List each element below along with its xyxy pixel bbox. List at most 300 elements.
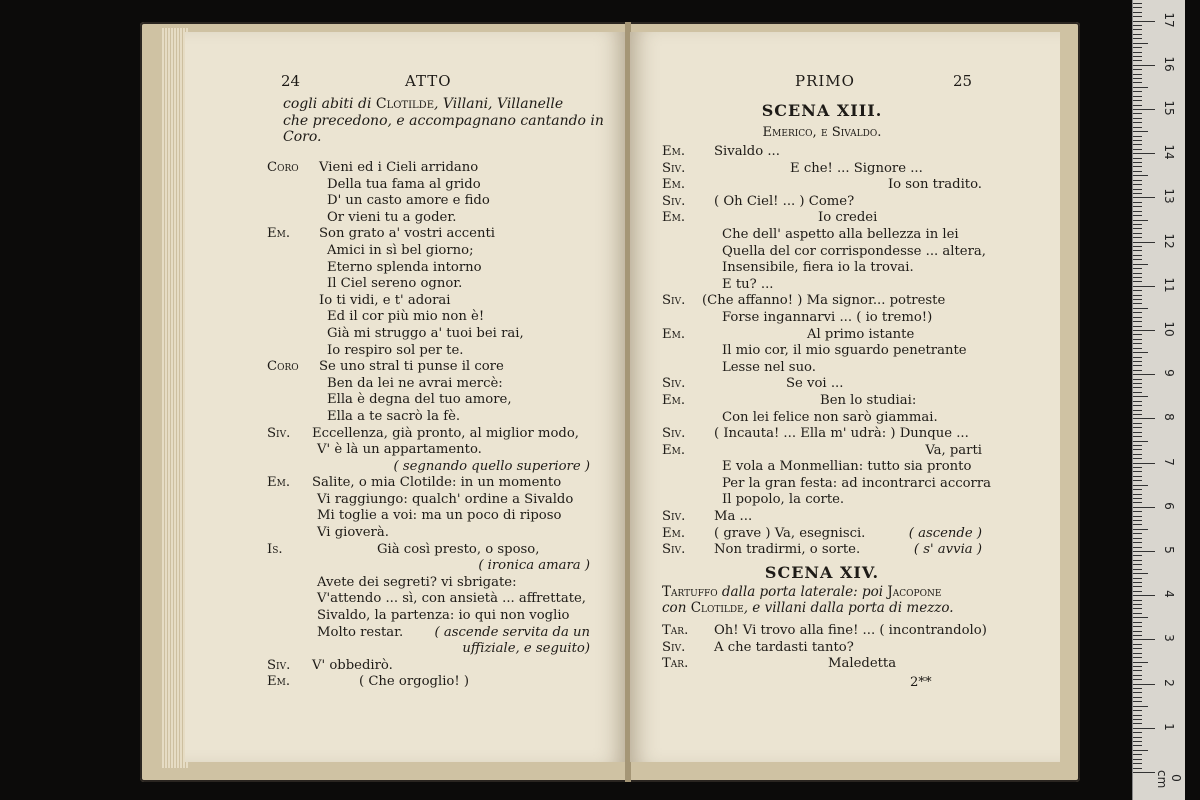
ruler-number: 16 bbox=[1162, 56, 1176, 72]
line-text: Vi raggiungo: qualch' ordine a Sivaldo bbox=[317, 491, 574, 507]
ruler-tick bbox=[1133, 52, 1142, 53]
ruler-tick bbox=[1133, 737, 1142, 738]
line-text: Vieni ed i Cieli arridano bbox=[319, 160, 479, 175]
verse-line bbox=[662, 509, 982, 526]
ruler-number: 5 bbox=[1162, 546, 1176, 554]
ruler-tick bbox=[1133, 728, 1155, 729]
verse-line bbox=[662, 376, 982, 393]
verse-line bbox=[662, 393, 982, 410]
speaker-label: Em. bbox=[662, 525, 686, 541]
ruler-tick bbox=[1133, 273, 1142, 274]
ruler-tick bbox=[1133, 396, 1148, 397]
speaker-label: Em. bbox=[267, 475, 291, 491]
ruler-tick bbox=[1133, 343, 1142, 344]
speaker-label: Em. bbox=[662, 210, 686, 226]
stage-note: ( ironica amara ) bbox=[478, 558, 590, 574]
ruler-number: 9 bbox=[1162, 369, 1176, 377]
line-text: Molto restar. bbox=[317, 624, 404, 640]
line-text: Amici in sì bel giorno; bbox=[327, 242, 474, 258]
scene-14-direction bbox=[662, 584, 982, 617]
scene-direction-line-part: Jacopone bbox=[887, 583, 942, 600]
ruler-tick bbox=[1133, 750, 1148, 751]
ruler-tick bbox=[1133, 414, 1142, 415]
stage-note: uffiziale, e seguito) bbox=[462, 641, 590, 657]
verse-line bbox=[267, 558, 590, 575]
ruler-tick bbox=[1133, 498, 1142, 499]
ruler-tick bbox=[1133, 175, 1148, 176]
verse-line bbox=[662, 623, 987, 640]
ruler-tick bbox=[1133, 317, 1142, 318]
ruler-tick bbox=[1133, 476, 1142, 477]
ruler-tick bbox=[1133, 197, 1155, 198]
ruler-tick bbox=[1133, 489, 1142, 490]
line-text: Al primo istante bbox=[807, 326, 915, 342]
ruler-tick bbox=[1133, 228, 1142, 229]
ruler-tick bbox=[1133, 374, 1155, 375]
ruler-tick bbox=[1133, 215, 1142, 216]
ruler-tick bbox=[1133, 392, 1142, 393]
ruler-tick bbox=[1133, 688, 1142, 689]
ruler-tick bbox=[1133, 715, 1142, 716]
ruler-tick bbox=[1133, 666, 1142, 667]
ruler-tick bbox=[1133, 494, 1142, 495]
ruler-tick bbox=[1133, 768, 1142, 769]
speaker-label: Em. bbox=[267, 674, 291, 690]
verse-line bbox=[662, 227, 982, 244]
scene-13 bbox=[662, 100, 992, 690]
ruler-tick bbox=[1133, 608, 1142, 609]
ruler-number: 14 bbox=[1162, 144, 1176, 160]
ruler-tick bbox=[1133, 635, 1142, 636]
line-text: Forse ingannarvi ... ( io tremo!) bbox=[722, 309, 933, 325]
ruler-tick bbox=[1133, 16, 1142, 17]
verse-line bbox=[267, 426, 590, 443]
ruler-tick bbox=[1133, 538, 1142, 539]
ruler-tick bbox=[1133, 631, 1142, 632]
ruler-tick bbox=[1133, 206, 1142, 207]
ruler-tick bbox=[1133, 7, 1142, 8]
ruler-tick bbox=[1133, 502, 1142, 503]
stage-note: ( s' avvia ) bbox=[913, 542, 982, 558]
verse-line bbox=[662, 194, 982, 211]
ruler-tick bbox=[1133, 242, 1155, 243]
scene-direction-line bbox=[662, 600, 982, 617]
ruler-tick bbox=[1133, 551, 1155, 552]
ruler-tick bbox=[1133, 441, 1148, 442]
ruler-tick bbox=[1133, 281, 1142, 282]
verse-line bbox=[267, 475, 590, 492]
ruler-tick bbox=[1133, 706, 1148, 707]
ruler-tick bbox=[1133, 383, 1142, 384]
stage-note: ( ascende servita da un bbox=[434, 624, 590, 640]
ruler-number: 6 bbox=[1162, 501, 1176, 510]
left-running-head: ATTO bbox=[405, 72, 452, 90]
ruler-tick bbox=[1133, 533, 1142, 534]
left-page bbox=[185, 32, 625, 762]
ruler-tick bbox=[1133, 639, 1155, 640]
line-text: Già mi struggo a' tuoi bei rai, bbox=[327, 325, 524, 341]
ruler-tick bbox=[1133, 485, 1148, 486]
ruler-tick bbox=[1133, 679, 1142, 680]
scene-direction-line-part: , e villani dalla porta di mezzo. bbox=[743, 600, 954, 617]
ruler-tick bbox=[1133, 268, 1142, 269]
ruler-tick bbox=[1133, 290, 1142, 291]
ruler-tick bbox=[1133, 224, 1142, 225]
speaker-label: Is. bbox=[267, 541, 283, 557]
line-text: A che tardasti tanto? bbox=[714, 639, 854, 655]
ruler-tick bbox=[1133, 65, 1155, 66]
line-text: ( Oh Ciel! ... ) Come? bbox=[714, 193, 855, 209]
ruler-tick bbox=[1133, 560, 1142, 561]
verse-line bbox=[662, 144, 982, 161]
line-text: ( Incauta! ... Ella m' udrà: ) Dunque ... bbox=[714, 426, 969, 442]
ruler-number: 11 bbox=[1162, 277, 1176, 293]
verse-line bbox=[662, 492, 982, 509]
speaker-label: Coro bbox=[267, 160, 299, 175]
stage-direction-line bbox=[283, 113, 603, 130]
verse-line bbox=[662, 443, 982, 460]
verse-line bbox=[267, 459, 590, 476]
ruler-tick bbox=[1133, 60, 1142, 61]
ruler-tick bbox=[1133, 520, 1142, 521]
speaker-label: Em. bbox=[662, 177, 686, 193]
ruler-number: 0 cm bbox=[1155, 770, 1183, 789]
ruler-tick bbox=[1133, 171, 1142, 172]
line-text: Son grato a' vostri accenti bbox=[319, 226, 495, 242]
ruler-tick bbox=[1133, 405, 1142, 406]
ruler-tick bbox=[1133, 719, 1142, 720]
stage-note: ( ascende ) bbox=[908, 525, 982, 541]
speaker-label: Em. bbox=[662, 144, 686, 159]
ruler-tick bbox=[1133, 772, 1155, 773]
verse-line bbox=[662, 526, 982, 543]
ruler-tick bbox=[1133, 43, 1148, 44]
verse-line bbox=[662, 210, 982, 227]
speaker-label: Em. bbox=[662, 326, 686, 342]
ruler-tick bbox=[1133, 69, 1142, 70]
line-text: Io respiro sol per te. bbox=[327, 342, 464, 358]
scene-direction-line bbox=[662, 584, 982, 601]
ruler-number: 4 bbox=[1162, 590, 1176, 598]
speaker-label: Siv. bbox=[267, 657, 291, 673]
verse-line bbox=[267, 575, 590, 592]
ruler-tick bbox=[1133, 109, 1155, 110]
ruler-tick bbox=[1133, 105, 1142, 106]
ruler-tick bbox=[1133, 220, 1148, 221]
ruler-tick bbox=[1133, 211, 1142, 212]
line-text: Sivaldo, la partenza: io qui non voglio bbox=[317, 608, 570, 624]
ruler-number: 13 bbox=[1162, 188, 1176, 205]
ruler-tick bbox=[1133, 445, 1142, 446]
stage-direction-line bbox=[283, 96, 603, 113]
ruler-tick bbox=[1133, 471, 1142, 472]
speaker-label: Tar. bbox=[662, 623, 689, 639]
line-text: Io son tradito. bbox=[887, 177, 982, 193]
ruler-tick bbox=[1133, 312, 1142, 313]
ruler-tick bbox=[1133, 555, 1142, 556]
verse-line bbox=[267, 542, 590, 559]
ruler-tick bbox=[1133, 348, 1142, 349]
speaker-label: Siv. bbox=[267, 425, 291, 441]
ruler-tick bbox=[1133, 723, 1142, 724]
verse-line bbox=[662, 459, 982, 476]
verse-line bbox=[662, 327, 982, 344]
ruler-tick bbox=[1133, 542, 1142, 543]
line-text: E tu? ... bbox=[722, 276, 774, 292]
verse-line bbox=[267, 160, 590, 177]
ruler-tick bbox=[1133, 578, 1142, 579]
verse-line bbox=[267, 243, 590, 260]
ruler-tick bbox=[1133, 118, 1142, 119]
right-page-number: 25 bbox=[953, 72, 973, 90]
ruler-tick bbox=[1133, 754, 1142, 755]
ruler-tick bbox=[1133, 127, 1142, 128]
ruler-tick bbox=[1133, 352, 1148, 353]
ruler-tick bbox=[1133, 91, 1142, 92]
line-text: Eterno splenda intorno bbox=[327, 259, 482, 275]
line-text: Quella del cor corrispondesse ... altera, bbox=[722, 243, 986, 259]
ruler-number: 12 bbox=[1162, 232, 1176, 249]
ruler-tick bbox=[1133, 741, 1142, 742]
verse-line bbox=[267, 376, 590, 393]
ruler-tick bbox=[1133, 410, 1142, 411]
line-text: (Che affanno! ) Ma signor... potreste bbox=[702, 293, 946, 309]
ruler-tick bbox=[1133, 701, 1142, 702]
ruler-tick bbox=[1133, 96, 1142, 97]
line-text: Io credei bbox=[818, 210, 878, 226]
ruler-tick bbox=[1133, 237, 1142, 238]
line-text: Il mio cor, il mio sguardo penetrante bbox=[722, 343, 967, 359]
ruler-tick bbox=[1133, 586, 1142, 587]
left-stage-direction bbox=[283, 96, 603, 146]
line-text: Insensibile, fiera io la trovai. bbox=[722, 260, 914, 276]
line-text: Con lei felice non sarò giammai. bbox=[722, 409, 938, 425]
ruler-tick bbox=[1133, 745, 1142, 746]
verse-line bbox=[662, 277, 982, 294]
ruler-tick bbox=[1133, 299, 1142, 300]
stage-note: ( segnando quello superiore ) bbox=[393, 458, 590, 474]
verse-line bbox=[662, 310, 982, 327]
measuring-ruler bbox=[1132, 0, 1185, 800]
ruler-number: 3 bbox=[1162, 634, 1176, 643]
speaker-label: Siv. bbox=[662, 542, 686, 558]
scene-direction-line-part: dalla porta laterale: poi bbox=[717, 583, 888, 600]
ruler-tick bbox=[1133, 759, 1142, 760]
ruler-tick bbox=[1133, 582, 1142, 583]
speaker-label: Em. bbox=[267, 226, 291, 242]
ruler-tick bbox=[1133, 524, 1142, 525]
verse-line bbox=[662, 410, 982, 427]
line-text: Avete dei segreti? vi sbrigate: bbox=[317, 574, 517, 590]
speaker-label: Tar. bbox=[662, 656, 689, 672]
ruler-tick bbox=[1133, 74, 1142, 75]
line-text: Il Ciel sereno ognor. bbox=[327, 276, 463, 292]
signature-mark: 2** bbox=[910, 674, 932, 690]
ruler-tick bbox=[1133, 3, 1142, 4]
verse-line bbox=[267, 608, 590, 625]
verse-line bbox=[267, 658, 590, 675]
verse-line bbox=[267, 276, 590, 293]
speaker-label: Siv. bbox=[662, 193, 686, 209]
line-text: ( grave ) Va, esegnisci. bbox=[714, 525, 866, 541]
speaker-label: Coro bbox=[267, 359, 299, 375]
ruler-tick bbox=[1133, 516, 1142, 517]
verse-line bbox=[267, 226, 590, 243]
scene-13-dialogue bbox=[662, 144, 992, 559]
line-text: Il popolo, la corte. bbox=[722, 492, 845, 508]
stage-direction-line-part: , bbox=[434, 96, 443, 112]
scene-14-heading: SCENA XIV. bbox=[764, 562, 880, 582]
ruler-number: 17 bbox=[1162, 11, 1176, 28]
line-text: Oh! Vi trovo alla fine! ... ( incontrandolo) bbox=[714, 623, 987, 639]
ruler-tick bbox=[1133, 140, 1142, 141]
ruler-tick bbox=[1133, 657, 1142, 658]
line-text: Ed il cor più mio non è! bbox=[327, 309, 485, 325]
verse-line bbox=[662, 177, 982, 194]
verse-line bbox=[662, 475, 992, 493]
ruler-tick bbox=[1133, 365, 1142, 366]
speaker-label: Siv. bbox=[662, 293, 686, 309]
ruler-tick bbox=[1133, 613, 1142, 614]
stage-direction-line-part: cogli abiti di bbox=[283, 96, 376, 112]
ruler-tick bbox=[1133, 648, 1142, 649]
ruler-tick bbox=[1133, 622, 1142, 623]
ruler-tick bbox=[1133, 286, 1155, 287]
scene-direction-line-part: Tartuffo bbox=[662, 583, 718, 600]
verse-line bbox=[267, 260, 590, 277]
speaker-label: Siv. bbox=[662, 426, 686, 442]
line-text: Va, parti bbox=[925, 442, 982, 458]
line-text: E vola a Monmellian: tutto sia pronto bbox=[722, 459, 972, 475]
verse-line bbox=[662, 640, 982, 657]
verse-line bbox=[662, 426, 982, 443]
verse-line bbox=[267, 359, 590, 376]
scene-13-heading: SCENA XIII. bbox=[761, 101, 883, 120]
ruler-tick bbox=[1133, 662, 1148, 663]
ruler-tick bbox=[1133, 436, 1142, 437]
speaker-label: Siv. bbox=[662, 639, 686, 655]
ruler-tick bbox=[1133, 330, 1155, 331]
speaker-label: Siv. bbox=[662, 376, 686, 392]
ruler-tick bbox=[1133, 25, 1142, 26]
ruler-tick bbox=[1133, 153, 1155, 154]
right-page bbox=[630, 32, 1060, 762]
line-text: Vi gioverà. bbox=[317, 525, 389, 541]
ruler-tick bbox=[1133, 675, 1142, 676]
ruler-tick bbox=[1133, 370, 1142, 371]
ruler-tick bbox=[1133, 233, 1142, 234]
ruler-tick bbox=[1133, 763, 1142, 764]
ruler-tick bbox=[1133, 122, 1142, 123]
line-text: Ben da lei ne avrai mercè: bbox=[327, 375, 503, 391]
verse-line bbox=[662, 293, 982, 310]
right-running-head: PRIMO bbox=[795, 72, 855, 90]
ruler-number: 8 bbox=[1162, 413, 1176, 422]
line-text: Salite, o mia Clotilde: in un momento bbox=[312, 475, 562, 491]
ruler-number: 15 bbox=[1162, 100, 1176, 116]
verse-line bbox=[267, 525, 590, 542]
ruler-number: 2 bbox=[1162, 678, 1176, 687]
line-text: Maledetta bbox=[828, 656, 897, 672]
stage-direction-line bbox=[283, 129, 603, 146]
ruler-tick bbox=[1133, 180, 1142, 181]
ruler-tick bbox=[1133, 149, 1142, 150]
verse-line bbox=[267, 409, 590, 426]
verse-line bbox=[267, 641, 590, 658]
verse-line bbox=[267, 492, 590, 509]
verse-line bbox=[662, 542, 982, 559]
ruler-tick bbox=[1133, 644, 1142, 645]
line-text: Io ti vidi, e t' adorai bbox=[319, 292, 451, 308]
ruler-tick bbox=[1133, 692, 1142, 693]
ruler-tick bbox=[1133, 136, 1142, 137]
ruler-tick bbox=[1133, 78, 1142, 79]
ruler-tick bbox=[1133, 82, 1142, 83]
line-text: Non tradirmi, o sorte. bbox=[714, 542, 861, 558]
ruler-number: 1 bbox=[1162, 722, 1176, 731]
ruler-tick bbox=[1133, 511, 1142, 512]
verse-line bbox=[267, 193, 590, 210]
line-text: V'attendo ... sì, con ansietà ... affrettate, bbox=[317, 591, 586, 607]
ruler-tick bbox=[1133, 401, 1142, 402]
line-text: Ella a te sacrò la fè. bbox=[327, 408, 461, 424]
ruler-tick bbox=[1133, 184, 1142, 185]
ruler-tick bbox=[1133, 387, 1142, 388]
ruler-tick bbox=[1133, 259, 1142, 260]
ruler-tick bbox=[1133, 564, 1142, 565]
ruler-tick bbox=[1133, 21, 1155, 22]
line-text: Eccellenza, già pronto, al miglior modo, bbox=[312, 425, 579, 441]
ruler-tick bbox=[1133, 308, 1148, 309]
ruler-tick bbox=[1133, 423, 1142, 424]
verse-line bbox=[267, 625, 590, 642]
ruler-tick bbox=[1133, 454, 1142, 455]
stage-direction-line-part: Clotilde bbox=[375, 96, 435, 112]
verse-line bbox=[662, 343, 982, 360]
ruler-tick bbox=[1133, 295, 1142, 296]
ruler-tick bbox=[1133, 432, 1142, 433]
ruler-tick bbox=[1133, 87, 1148, 88]
scene-direction-line-part: con bbox=[662, 600, 691, 617]
ruler-tick bbox=[1133, 202, 1142, 203]
scene-13-characters: Emerico, e Sivaldo. bbox=[762, 125, 882, 140]
ruler-tick bbox=[1133, 29, 1142, 30]
ruler-tick bbox=[1133, 529, 1148, 530]
ruler-number: 7 bbox=[1162, 457, 1176, 466]
line-text: D' un casto amore e fido bbox=[327, 193, 490, 209]
left-page-number: 24 bbox=[281, 72, 301, 90]
ruler-tick bbox=[1133, 34, 1142, 35]
ruler-tick bbox=[1133, 303, 1142, 304]
verse-line bbox=[662, 260, 982, 277]
line-text: Ben lo studiai: bbox=[820, 392, 917, 408]
ruler-tick bbox=[1133, 47, 1142, 48]
ruler-tick bbox=[1133, 467, 1142, 468]
ruler-tick bbox=[1133, 684, 1155, 685]
ruler-tick bbox=[1133, 193, 1142, 194]
ruler-tick bbox=[1133, 334, 1142, 335]
ruler-tick bbox=[1133, 189, 1142, 190]
stage-direction-line-part: che precedono, e accompagnano cantando in bbox=[283, 112, 604, 129]
scene-14-dialogue bbox=[662, 623, 987, 673]
ruler-tick bbox=[1133, 670, 1142, 671]
ruler-tick bbox=[1133, 100, 1142, 101]
ruler-tick bbox=[1133, 38, 1142, 39]
line-text: Se voi ... bbox=[786, 376, 844, 392]
line-text: Ma ... bbox=[714, 509, 753, 525]
verse-line bbox=[267, 309, 590, 326]
line-text: Della tua fama al grido bbox=[327, 176, 481, 192]
